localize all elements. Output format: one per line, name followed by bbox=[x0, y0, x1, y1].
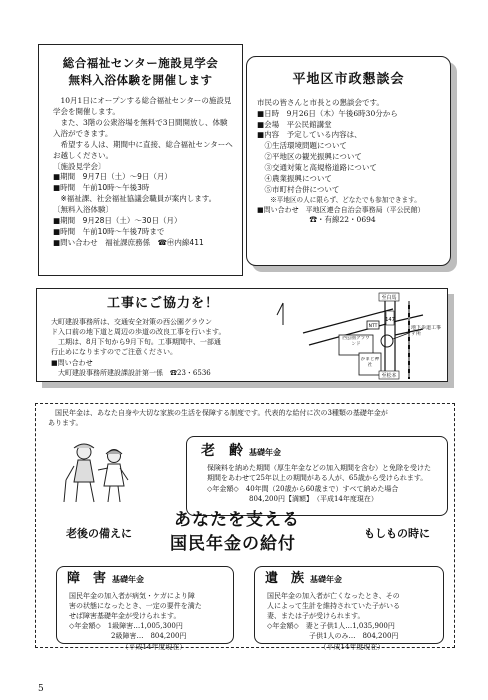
construction-body bbox=[51, 317, 271, 378]
banner-line-2: 国民年金の給付 bbox=[170, 534, 296, 554]
old-age-heading bbox=[201, 441, 447, 461]
body-line: ⑤市町村合併について bbox=[257, 184, 340, 194]
construction-map bbox=[273, 291, 443, 381]
disability-subtitle: 基礎年金 bbox=[112, 575, 145, 584]
body-line: ■内容 予定している内容は、 bbox=[257, 130, 362, 140]
banner-right-text: もしもの時に bbox=[364, 527, 430, 540]
survivors-heading bbox=[265, 570, 443, 589]
facility-tour-title bbox=[39, 55, 242, 88]
label-construction-site: 地下歩道工事ヶ所 bbox=[411, 325, 442, 337]
elderly-couple-illustration bbox=[54, 440, 144, 508]
body-line: 人によって生計を維持されていた子がいる bbox=[267, 601, 400, 610]
body-line: 大町建設事務所は、交通安全対策の西公園グラウン bbox=[51, 318, 212, 326]
body-line: 〔無料入浴体験〕 bbox=[53, 205, 113, 215]
banner-line-1: あなたを支える bbox=[174, 510, 300, 530]
body-line: ◇年金額◇ 40年間（20歳から60歳まで）すべて納めた場合 bbox=[207, 484, 399, 493]
body-line: ※平地区の人に限らず、どなたでも参加できます。 bbox=[257, 195, 421, 204]
old-age-pension-box bbox=[186, 436, 448, 516]
body-line: ◇年金額◇ 1級障害…1,005,300円 bbox=[69, 622, 183, 631]
old-age-subtitle: 基礎年金 bbox=[249, 448, 281, 457]
body-line: 期間をあわせて25年以上の期間がある人が、65歳から受けられます。 bbox=[207, 474, 428, 483]
body-line: 学会を開催します。 bbox=[53, 107, 120, 117]
pension-banner bbox=[64, 508, 434, 560]
body-line: 保険料を納めた期間（厚生年金などの加入期間を含む）と免除を受けた bbox=[207, 464, 431, 473]
pension-section bbox=[35, 403, 455, 651]
body-line: （平成14年度現在） bbox=[69, 642, 187, 651]
old-age-title: 老 齢 bbox=[201, 443, 243, 459]
forum-notice bbox=[246, 56, 451, 266]
body-line: ■日時 9月26日（木）午後6時30分から bbox=[257, 108, 398, 118]
body-line: ■期間 9月28日（土）～30日（月） bbox=[53, 215, 182, 225]
body-line: ③交通対策と高規格道路について bbox=[257, 163, 377, 173]
body-line: ド入口前の地下道と周辺の歩道の改良工事を行います。 bbox=[51, 328, 226, 337]
construction-title: 工事にご協力を！ bbox=[107, 296, 220, 311]
body-line: せば障害基礎年金が受けられます。 bbox=[69, 612, 181, 621]
north-arrow-icon bbox=[277, 303, 283, 325]
label-hakuba: 至白馬 bbox=[381, 295, 397, 301]
body-line: 2級障害… 804,200円 bbox=[69, 632, 187, 641]
facility-tour-body bbox=[53, 96, 232, 248]
survivors-body bbox=[267, 591, 443, 652]
old-age-body bbox=[207, 463, 447, 504]
body-line: 行止めになりますのでご注意ください。 bbox=[51, 348, 177, 357]
body-line: ☎・有線22・0694 bbox=[257, 215, 376, 225]
body-line: また、3階の公衆浴場を無料で3日間開放し、体験 bbox=[53, 118, 228, 128]
label-matsumoto: 至松本 bbox=[381, 373, 397, 379]
body-line: 国民年金の加入者が病気・ケガにより障 bbox=[69, 591, 195, 600]
survivors-pension-box bbox=[254, 566, 444, 651]
body-line: ①生活環境問題について bbox=[257, 141, 347, 151]
title-line: 無料入浴体験を開催します bbox=[68, 72, 213, 87]
body-line: ■問い合わせ 福祉課庶務係 ☎㊥内線411 bbox=[53, 237, 204, 247]
body-line: ④農業振興について bbox=[257, 173, 332, 183]
forum-title: 平地区市政懇談会 bbox=[292, 72, 405, 87]
disability-pension-box bbox=[56, 566, 234, 651]
body-line: 国民年金の加入者が亡くなったとき、その bbox=[267, 591, 400, 600]
body-line: 804,200円【満額】 （平成14年度現在） bbox=[207, 494, 378, 503]
intro-line: 国民年金は、あなた自身や大切な家族の生活を保障する制度です。代表的な給付に次の3種類の基礎年金が bbox=[48, 409, 388, 417]
facility-tour-notice bbox=[38, 44, 243, 276]
body-line: 〔施設見学会〕 bbox=[53, 161, 106, 171]
banner-left-text: 老後の備えに bbox=[66, 527, 132, 540]
forum-body bbox=[257, 98, 442, 226]
body-line: 大町建設事務所建設課設計第一係 ☎23・6536 bbox=[51, 368, 211, 377]
body-line: ◇年金額◇ 妻と子供1人…1,035,900円 bbox=[267, 622, 395, 631]
body-line: 妻、または子が受けられます。 bbox=[267, 612, 365, 621]
body-line: お越しください。 bbox=[53, 150, 113, 160]
intro-line: あります。 bbox=[48, 419, 83, 428]
page-number: 5 bbox=[38, 684, 44, 694]
body-line: ■会場 平公民館講堂 bbox=[257, 119, 332, 129]
body-line: ②平地区の観光振興について bbox=[257, 152, 362, 162]
title-line: 総合福祉センター施設見学会 bbox=[62, 56, 219, 70]
body-line: 市民の皆さんと市長との懇談会です。 bbox=[257, 97, 384, 107]
body-line: 入浴ができます。 bbox=[53, 128, 113, 138]
body-line: 希望する人は、期間中に直接、総合福祉センターへ bbox=[53, 139, 233, 149]
survivors-title: 遺 族 bbox=[265, 571, 305, 586]
survivors-subtitle: 基礎年金 bbox=[310, 575, 343, 584]
body-line: ■期間 9月7日（土）～9日（月） bbox=[53, 172, 172, 182]
construction-site-marker bbox=[381, 335, 393, 347]
body-line: ■時間 午前10時～午後3時 bbox=[53, 183, 150, 193]
body-line: 子供1人のみ… 804,200円 bbox=[267, 632, 399, 641]
label-park: 西公園グラウンド bbox=[342, 336, 370, 347]
body-line: 害の状態になったとき、一定の要件を満た bbox=[69, 601, 202, 610]
disability-body bbox=[69, 591, 233, 652]
body-line: 10月1日にオープンする総合福祉センターの施設見 bbox=[53, 96, 232, 106]
body-line: ■問い合わせ 平地区連合自治会事務局（平公民館） bbox=[257, 206, 425, 215]
disability-heading bbox=[67, 570, 233, 589]
body-line: ■問い合わせ bbox=[51, 358, 93, 367]
pension-intro bbox=[48, 408, 444, 428]
disability-title: 障 害 bbox=[67, 571, 107, 586]
body-line: ■時間 午前10時～午後7時まで bbox=[53, 226, 165, 236]
construction-notice bbox=[36, 288, 448, 382]
label-ntt: NTT bbox=[368, 324, 378, 329]
body-line: ※福祉課、社会福祉協議会職員が案内します。 bbox=[53, 194, 217, 204]
route-number: 147 bbox=[385, 317, 395, 323]
body-line: 工期は、8月下旬から9月下旬。工事期間中、一部通 bbox=[51, 338, 221, 347]
label-shrine: かまど神社 bbox=[360, 357, 380, 368]
body-line: （平成14年度現在） bbox=[267, 642, 385, 651]
